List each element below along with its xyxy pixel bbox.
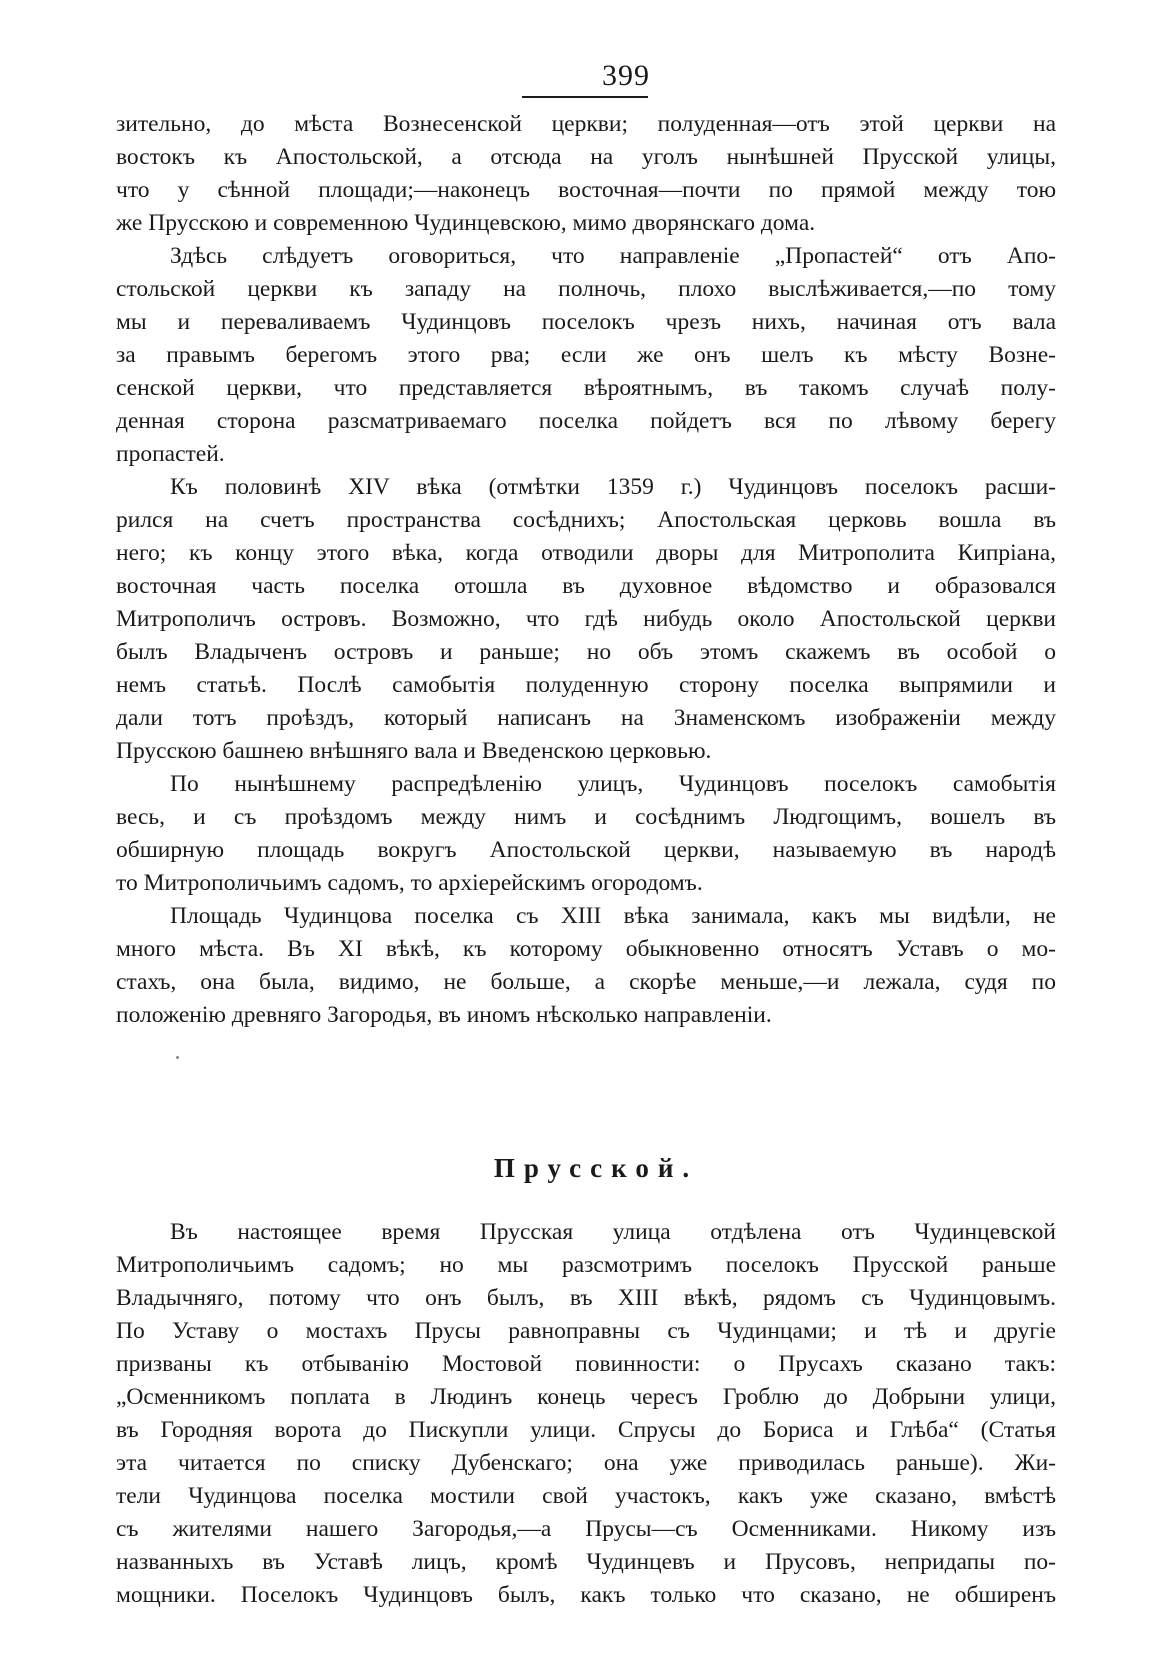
text-line: зительно, до мѣста Вознесенской церкви; полуденная—отъ этой церкви на <box>116 111 1056 137</box>
text-line: въ Городняя ворота до Пискупли улици. Спрусы до Бориса и Глѣба“ (Статья <box>116 1417 1056 1443</box>
text-line: съ жителями нашего Загородья,—а Прусы—съ Осменниками. Никому изъ <box>116 1516 1056 1542</box>
document-page <box>116 56 1056 1612</box>
page-number: 399 <box>602 59 650 92</box>
paragraph <box>116 240 1056 471</box>
text-line: же Прусскою и современною Чудинцевскою, мимо дворянскаго дома. <box>116 210 816 236</box>
section-heading: Прусской. <box>493 1153 699 1183</box>
text-line: положенію древняго Загородья, въ иномъ нѣсколько направленіи. <box>116 1002 772 1028</box>
text-line: стахъ, она была, видимо, не больше, а скорѣе меньше,—и лежала, судя по <box>116 969 1056 995</box>
text-line: денная сторона разсматриваемаго поселка пойдетъ вся по лѣвому берегу <box>116 408 1056 434</box>
text-line: то Митрополичьимъ садомъ, то архіерейскимъ огородомъ. <box>116 870 703 896</box>
text-line: восточная часть поселка отошла въ духовное вѣдомство и образовался <box>116 573 1056 599</box>
text-line: Владычняго, потому что онъ былъ, въ XIII вѣкѣ, рядомъ съ Чудинцовымъ. <box>116 1285 1056 1311</box>
text-line: обширную площадь вокругъ Апостольской церкви, называемую въ народѣ <box>116 837 1056 863</box>
text-line: эта читается по списку Дубенскаго; она уже приводилась раньше). Жи- <box>116 1450 1056 1476</box>
body-text-bottom <box>116 1216 1056 1612</box>
text-line: мощники. Поселокъ Чудинцовъ былъ, какъ только что сказано, не обширенъ <box>116 1582 1056 1608</box>
text-line: Въ настоящее время Прусская улица отдѣлена отъ Чудинцевской <box>170 1219 1056 1245</box>
text-line: Къ половинѣ XIV вѣка (отмѣтки 1359 г.) Чудинцовъ поселокъ расши- <box>170 474 1056 500</box>
text-line: Митрополичьимъ садомъ; но мы разсмотримъ поселокъ Прусской раньше <box>116 1252 1056 1278</box>
text-line: стольской церкви къ западу на полночь, плохо выслѣживается,—по тому <box>116 276 1056 302</box>
page-number-rule <box>522 96 648 98</box>
paragraph <box>116 900 1056 1032</box>
paragraph <box>116 108 1056 240</box>
text-line: востокъ къ Апостольской, а отсюда на уголъ нынѣшней Прусской улицы, <box>116 144 1056 170</box>
paragraph <box>116 768 1056 900</box>
body-text-top <box>116 108 1056 1032</box>
text-line: По Уставу о мостахъ Прусы равноправны съ Чудинцами; и тѣ и другіе <box>116 1318 1056 1344</box>
text-line: немъ статьѣ. Послѣ самобытія полуденную сторону поселка выпрямили и <box>116 672 1056 698</box>
text-line: него; къ концу этого вѣка, когда отводили дворы для Митрополита Кипріана, <box>116 540 1056 566</box>
text-line: былъ Владыченъ островъ и раньше; но объ этомъ скажемъ въ особой о <box>116 639 1056 665</box>
text-line: пропастей. <box>116 441 225 467</box>
text-line: Площадь Чудинцова поселка съ XIII вѣка занимала, какъ мы видѣли, не <box>170 903 1056 929</box>
text-line: мы и переваливаемъ Чудинцовъ поселокъ чрезъ нихъ, начиная отъ вала <box>116 309 1056 335</box>
text-line: призваны къ отбыванію Мостовой повинности: о Прусахъ сказано такъ: <box>116 1351 1056 1377</box>
text-line: за правымъ берегомъ этого рва; если же онъ шелъ къ мѣсту Возне- <box>116 342 1056 368</box>
paragraph <box>116 1216 1056 1612</box>
text-line: весь, и съ проѣздомъ между нимъ и сосѣднимъ Людгощимъ, вошелъ въ <box>116 804 1056 830</box>
text-line: что у сѣнной площади;—наконецъ восточная—почти по прямой между тою <box>116 177 1056 203</box>
section-spacer <box>116 1032 1056 1148</box>
text-line: рился на счетъ пространства сосѣднихъ; Апостольская церковь вошла въ <box>116 507 1056 533</box>
text-line: Митрополичъ островъ. Возможно, что гдѣ нибудь около Апостольской церкви <box>116 606 1056 632</box>
paragraph <box>116 471 1056 768</box>
text-line: сенской церкви, что представляется вѣроятнымъ, въ такомъ случаѣ полу- <box>116 375 1056 401</box>
text-line: много мѣста. Въ XI вѣкѣ, къ которому обыкновенно относятъ Уставъ о мо- <box>116 936 1056 962</box>
text-line: тели Чудинцова поселка мостили свой участокъ, какъ уже сказано, вмѣстѣ <box>116 1483 1056 1509</box>
text-line: названныхъ въ Уставѣ лицъ, кромѣ Чудинцевъ и Прусовъ, непридапы по- <box>116 1549 1056 1575</box>
print-speck <box>176 1056 179 1059</box>
text-line: „Осменникомъ поплата в Людинъ конець чересъ Гроблю до Добрыни улици, <box>116 1384 1056 1410</box>
text-line: Здѣсь слѣдуетъ оговориться, что направленіе „Пропастей“ отъ Апо- <box>170 243 1056 269</box>
text-line: дали тотъ проѣздъ, который написанъ на Знаменскомъ изображеніи между <box>116 705 1056 731</box>
text-line: Прусскою башнею внѣшняго вала и Введенскою церковью. <box>116 738 712 764</box>
text-line: По нынѣшнему распредѣленію улицъ, Чудинцовъ поселокъ самобытія <box>170 771 1056 797</box>
